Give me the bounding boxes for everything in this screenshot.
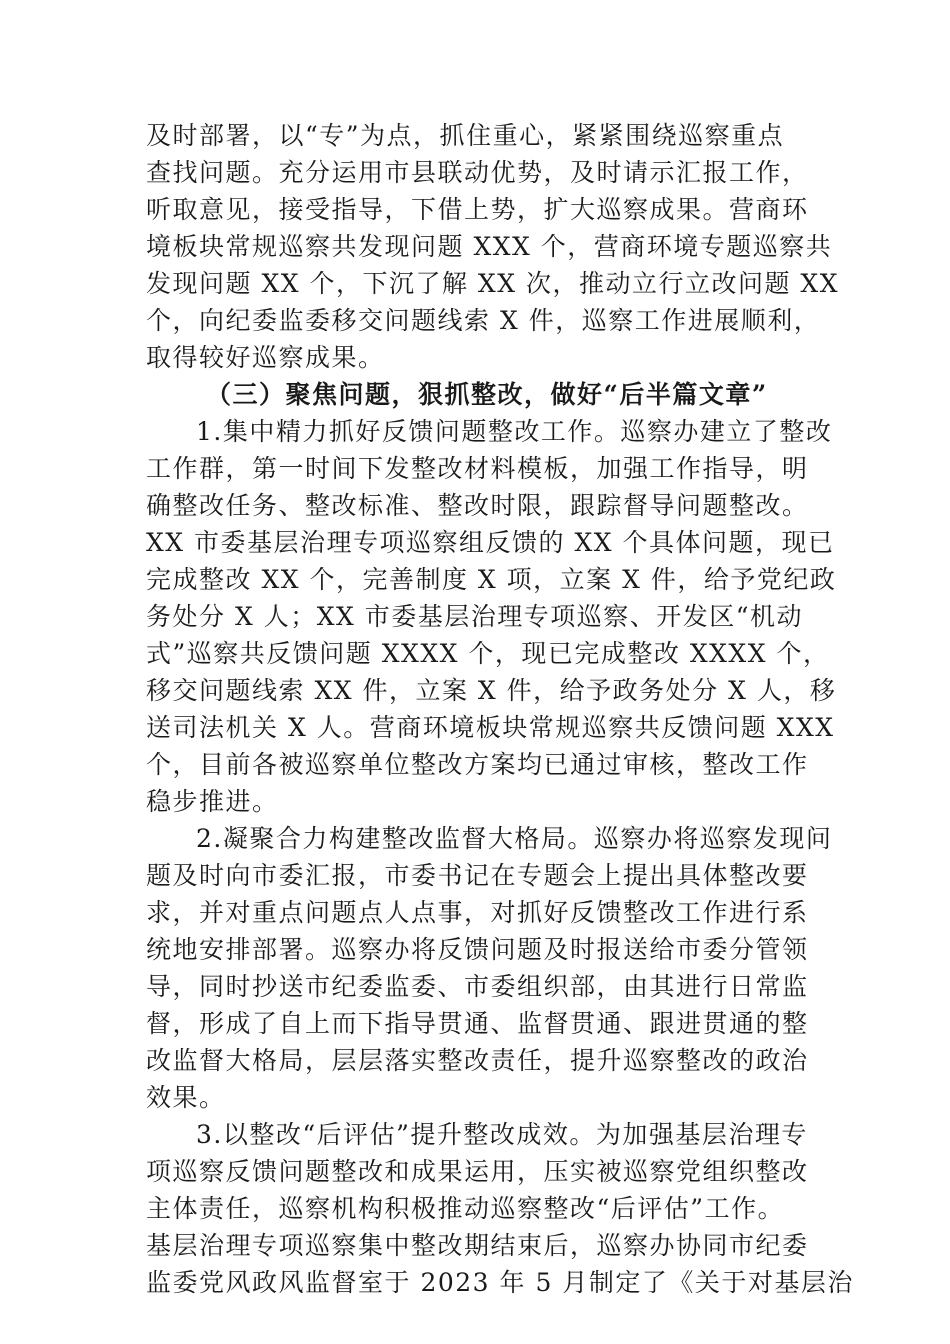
body-text-line: 送司法机关 X 人。营商环境板块常规巡察共反馈问题 XXX — [146, 713, 835, 742]
body-text-line: 个，向纪委监委移交问题线索 X 件，巡察工作进展顺利， — [146, 306, 821, 335]
body-text-line: 督，形成了自上而下指导贯通、监督贯通、跟进贯通的整 — [146, 1009, 809, 1038]
body-text-line: 求，并对重点问题点人点事，对抓好反馈整改工作进行系 — [146, 898, 809, 927]
body-text-line: 改监督大格局，层层落实整改责任，提升巡察整改的政治 — [146, 1046, 809, 1075]
body-text-line: 发现问题 XX 个，下沉了解 XX 次，推动立行立改问题 XX — [146, 269, 840, 298]
body-text-line: 式”巡察共反馈问题 XXXX 个，现已完成整改 XXXX 个， — [146, 639, 830, 668]
body-text-line: 2.凝聚合力构建整改监督大格局。巡察办将巡察发现问 — [196, 824, 833, 853]
body-text-line: 基层治理专项巡察集中整改期结束后，巡察办协同市纪委 — [146, 1231, 809, 1260]
body-text-line: 完成整改 XX 个，完善制度 X 项，立案 X 件，给予党纪政 — [146, 565, 837, 594]
body-text-line: 项巡察反馈问题整改和成果运用，压实被巡察党组织整改 — [146, 1157, 809, 1186]
body-text-line: 1.集中精力抓好反馈问题整改工作。巡察办建立了整改 — [196, 417, 833, 446]
body-text-line: 取得较好巡察成果。 — [146, 343, 385, 372]
body-text-line: 主体责任，巡察机构积极推动巡察整改“后评估”工作。 — [146, 1194, 785, 1223]
body-text-line: 稳步推进。 — [146, 787, 279, 816]
body-text-line: 确整改任务、整改标准、整改时限，跟踪督导问题整改。 — [146, 491, 809, 520]
body-text-line: 境板块常规巡察共发现问题 XXX 个，营商环境专题巡察共 — [146, 232, 833, 261]
body-text-line: 统地安排部署。巡察办将反馈问题及时报送给市委分管领 — [146, 935, 809, 964]
body-text-line: 监委党风政风监督室于 2023 年 5 月制定了《关于对基层治 — [146, 1268, 854, 1297]
body-text-line: 效果。 — [146, 1083, 226, 1112]
body-text-line: 导，同时抄送市纪委监委、市委组织部，由其进行日常监 — [146, 972, 809, 1001]
body-text-line: 务处分 X 人；XX 市委基层治理专项巡察、开发区“机动 — [146, 602, 804, 631]
body-text-line: 工作群，第一时间下发整改材料模板，加强工作指导，明 — [146, 454, 809, 483]
body-text-line: 题及时向市委汇报，市委书记在专题会上提出具体整改要 — [146, 861, 809, 890]
section-heading: （三）聚焦问题，狠抓整改，做好“后半篇文章” — [206, 380, 768, 409]
body-text-line: 及时部署，以“专”为点，抓住重心，紧紧围绕巡察重点 — [146, 121, 785, 150]
body-text-line: 个，目前各被巡察单位整改方案均已通过审核，整改工作 — [146, 750, 809, 779]
body-text-line: XX 市委基层治理专项巡察组反馈的 XX 个具体问题，现已 — [146, 528, 835, 557]
body-text-line: 移交问题线索 XX 件，立案 X 件，给予政务处分 X 人，移 — [146, 676, 837, 705]
body-text-line: 3.以整改“后评估”提升整改成效。为加强基层治理专 — [196, 1120, 808, 1149]
body-text-line: 听取意见，接受指导，下借上势，扩大巡察成果。营商环 — [146, 195, 809, 224]
body-text-line: 查找问题。充分运用市县联动优势，及时请示汇报工作， — [146, 158, 809, 187]
